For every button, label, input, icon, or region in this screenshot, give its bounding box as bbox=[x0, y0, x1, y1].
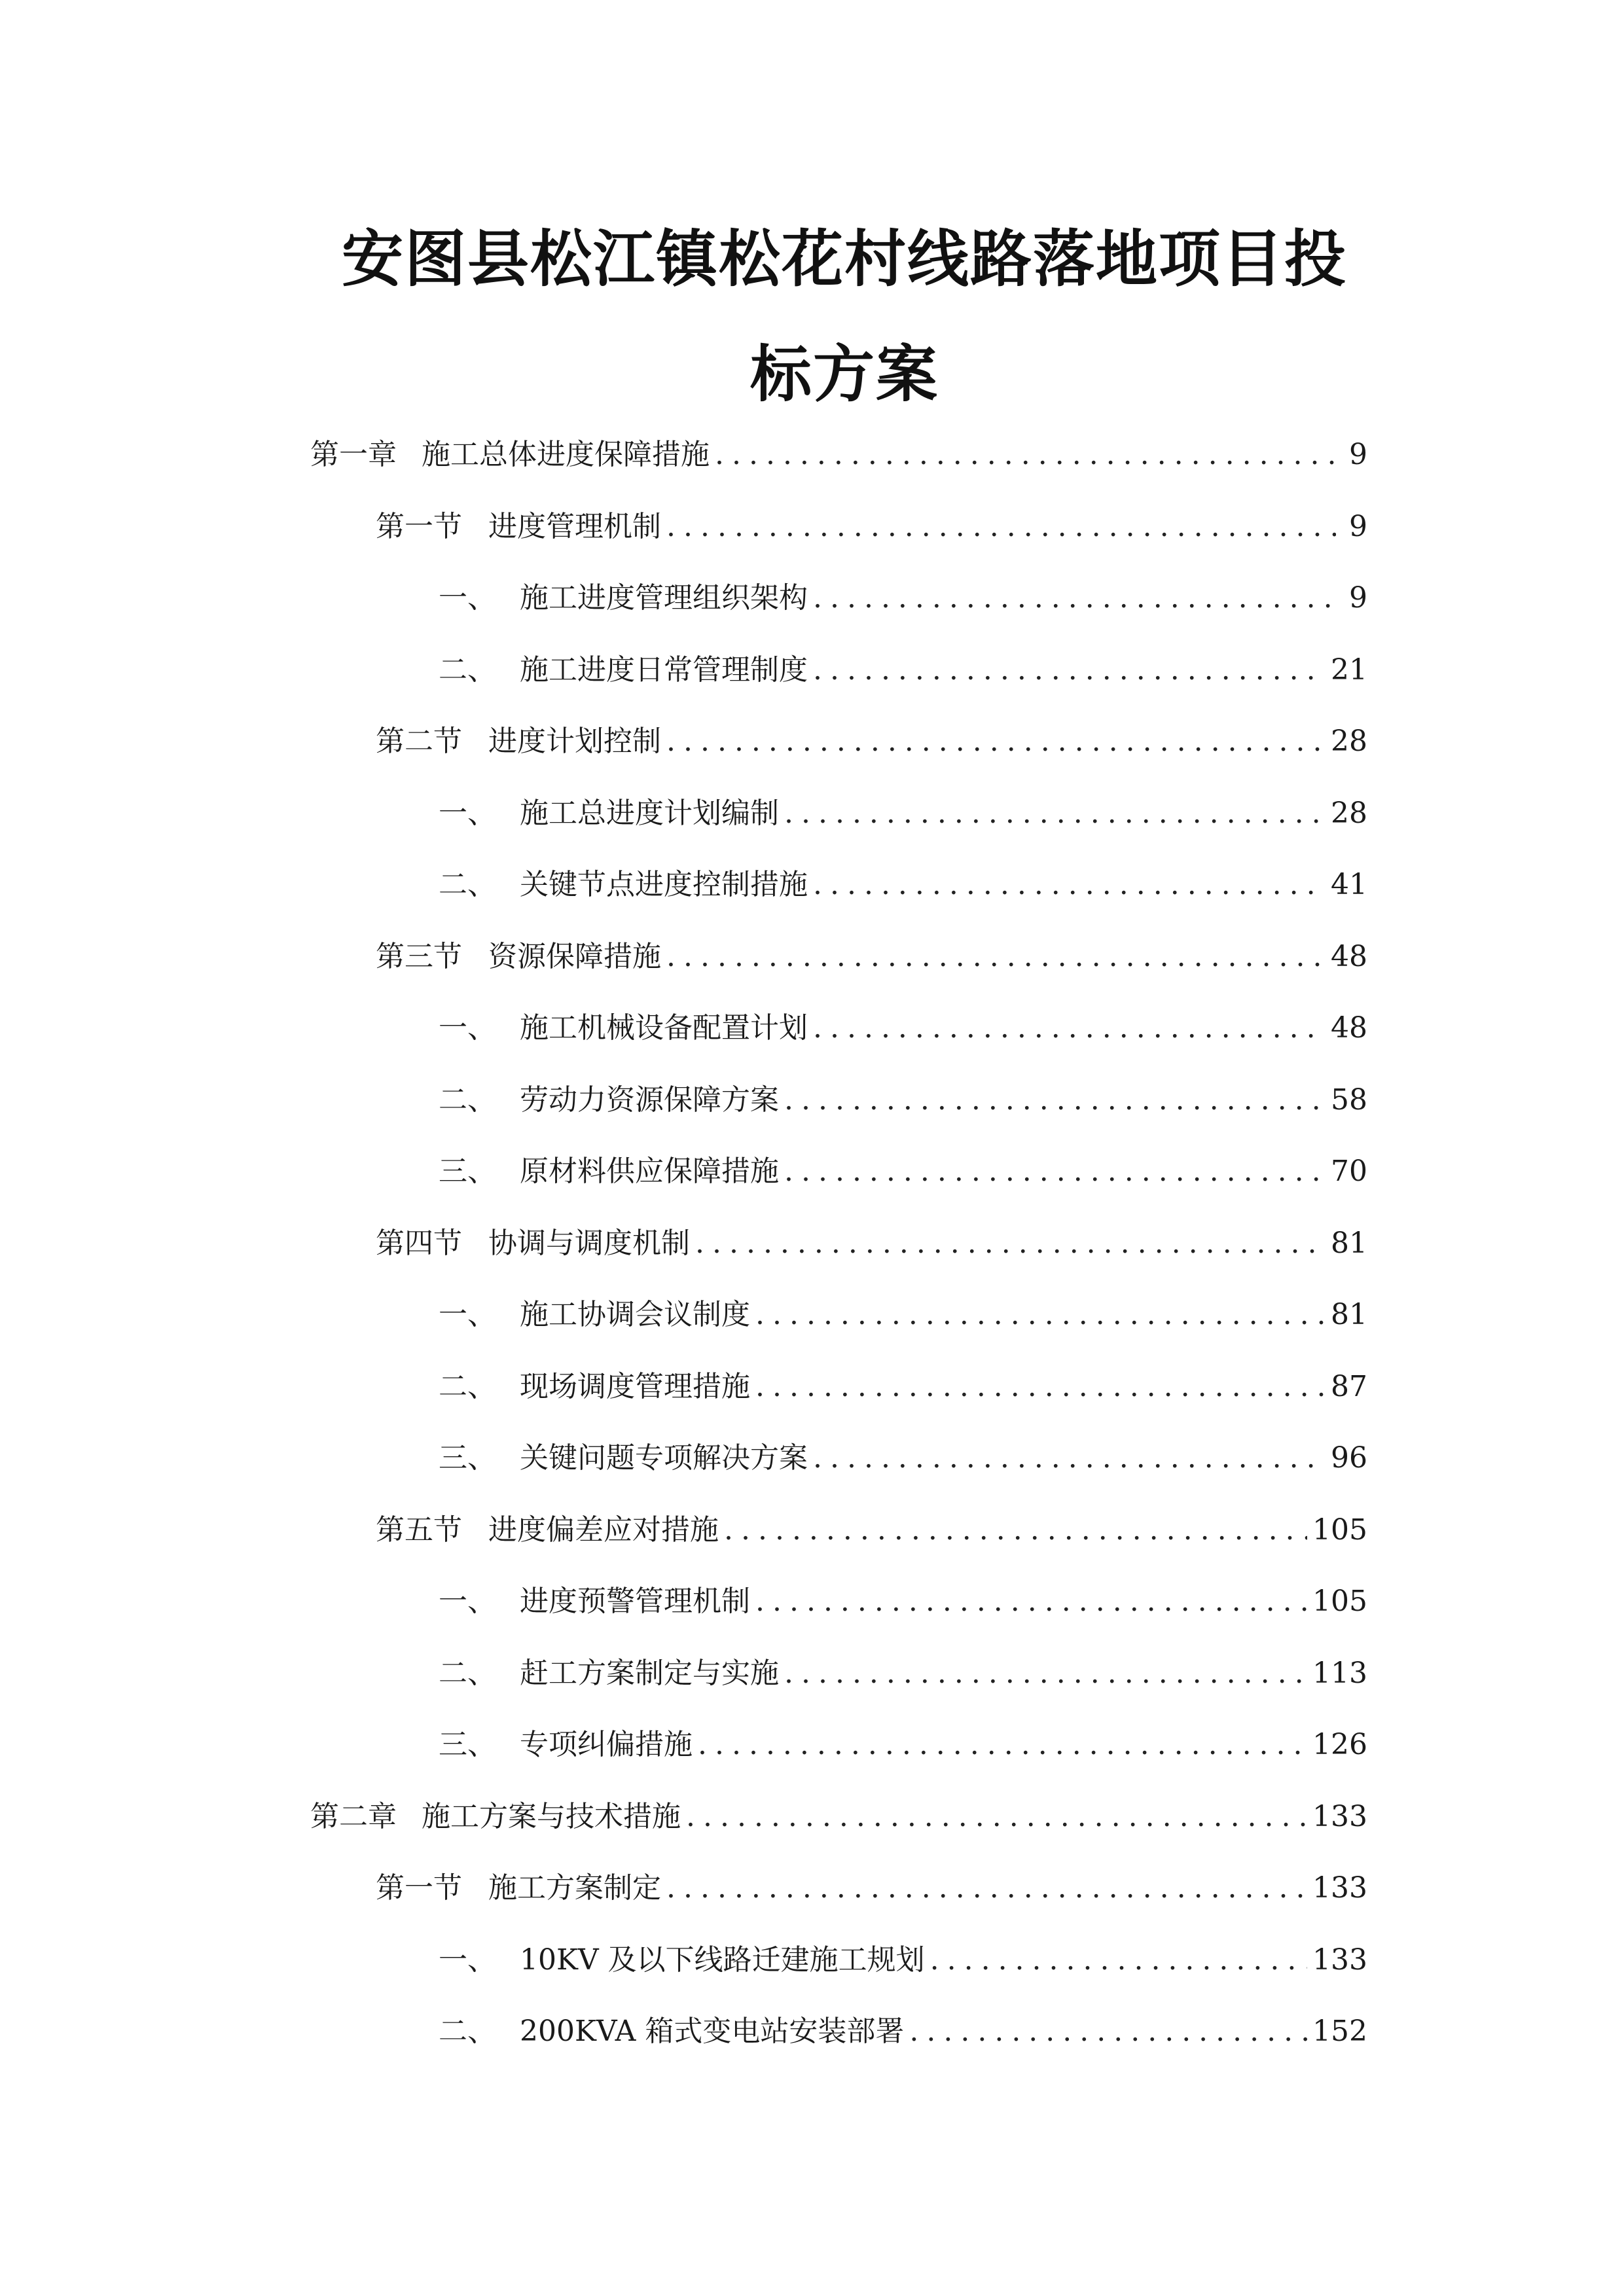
toc-entry[interactable] bbox=[439, 2009, 1367, 2054]
toc-entry[interactable] bbox=[376, 719, 1367, 764]
toc-entry-page: 28 bbox=[1331, 796, 1367, 830]
toc-entry-title: 进度预警管理机制 bbox=[520, 1585, 750, 1618]
toc-entry[interactable] bbox=[376, 1507, 1367, 1553]
toc-dot-leader bbox=[755, 1579, 1307, 1624]
toc-entry-title: 进度计划控制 bbox=[488, 725, 661, 758]
toc-entry-title: 关键问题专项解决方案 bbox=[520, 1441, 808, 1475]
toc-entry-title: 10KV 及以下线路迁建施工规划 bbox=[520, 1943, 925, 1977]
toc-entry-page: 152 bbox=[1312, 2015, 1367, 2048]
toc-entry-number: 三、 bbox=[439, 1441, 496, 1475]
document-title-line1: 安图县松江镇松花村线路落地项目投 bbox=[341, 224, 1347, 295]
toc-entry-page: 81 bbox=[1331, 1226, 1367, 1260]
toc-dot-leader bbox=[813, 1005, 1326, 1051]
toc-entry-page: 48 bbox=[1331, 939, 1367, 973]
toc-entry-page: 28 bbox=[1331, 725, 1367, 758]
toc-entry-page: 48 bbox=[1331, 1011, 1367, 1045]
toc-entry-title: 施工方案制定 bbox=[488, 1871, 661, 1905]
toc-entry-number: 第一节 bbox=[376, 1871, 462, 1905]
toc-entry-title: 赶工方案制定与实施 bbox=[520, 1656, 779, 1690]
toc-dot-leader bbox=[784, 1149, 1326, 1194]
toc-entry-title: 施工总进度计划编制 bbox=[520, 796, 779, 830]
toc-entry-number: 一、 bbox=[439, 1943, 496, 1977]
toc-entry-page: 133 bbox=[1312, 1799, 1367, 1833]
toc-entry[interactable] bbox=[439, 1364, 1367, 1410]
toc-entry-number: 一、 bbox=[439, 796, 496, 830]
toc-entry-title: 施工机械设备配置计划 bbox=[520, 1011, 808, 1045]
toc-entry[interactable] bbox=[376, 504, 1367, 550]
toc-entry-number: 第一节 bbox=[376, 509, 462, 543]
toc-dot-leader bbox=[666, 504, 1336, 550]
toc-dot-leader bbox=[666, 1865, 1307, 1911]
toc-entry[interactable] bbox=[439, 1077, 1367, 1123]
toc-entry-title: 专项纠偏措施 bbox=[520, 1728, 693, 1761]
toc-entry[interactable] bbox=[310, 432, 1367, 478]
toc-entry-number: 第二章 bbox=[310, 1799, 397, 1833]
toc-dot-leader bbox=[755, 1292, 1326, 1338]
toc-entry-page: 105 bbox=[1312, 1585, 1367, 1618]
toc-dot-leader bbox=[784, 1077, 1326, 1123]
toc-dot-leader bbox=[715, 432, 1336, 478]
toc-entry[interactable] bbox=[439, 575, 1367, 621]
toc-entry-number: 二、 bbox=[439, 653, 496, 687]
toc-entry-page: 70 bbox=[1331, 1155, 1367, 1188]
toc-entry[interactable] bbox=[376, 934, 1367, 980]
toc-entry-page: 87 bbox=[1331, 1369, 1367, 1403]
toc-entry[interactable] bbox=[439, 1149, 1367, 1194]
toc-entry-number: 二、 bbox=[439, 1083, 496, 1117]
toc-entry-title: 施工总体进度保障措施 bbox=[422, 438, 710, 471]
toc-entry-page: 113 bbox=[1312, 1656, 1367, 1690]
toc-entry-title: 现场调度管理措施 bbox=[520, 1369, 750, 1403]
toc-dot-leader bbox=[813, 647, 1326, 693]
toc-dot-leader bbox=[666, 934, 1326, 980]
toc-entry-number: 第二节 bbox=[376, 725, 462, 758]
toc-dot-leader bbox=[695, 1221, 1326, 1266]
toc-dot-leader bbox=[909, 2009, 1307, 2054]
toc-entry-title: 施工进度日常管理制度 bbox=[520, 653, 808, 687]
toc-entry-title: 施工进度管理组织架构 bbox=[520, 581, 808, 615]
toc-entry-page: 81 bbox=[1331, 1298, 1367, 1331]
toc-dot-leader bbox=[686, 1794, 1307, 1840]
toc-entry[interactable] bbox=[439, 1722, 1367, 1768]
toc-entry-number: 二、 bbox=[439, 1656, 496, 1690]
toc-entry[interactable] bbox=[439, 862, 1367, 908]
toc-dot-leader bbox=[784, 1651, 1307, 1696]
toc-entry-number: 第三节 bbox=[376, 939, 462, 973]
toc-entry-title: 施工方案与技术措施 bbox=[422, 1799, 681, 1833]
document-title-line2: 标方案 bbox=[749, 339, 939, 410]
toc-entry[interactable] bbox=[439, 1005, 1367, 1051]
toc-entry-title: 200KVA 箱式变电站安装部署 bbox=[520, 2015, 905, 2048]
toc-entry-title: 协调与调度机制 bbox=[488, 1226, 690, 1260]
toc-entry-number: 一、 bbox=[439, 581, 496, 615]
toc-entry-title: 原材料供应保障措施 bbox=[520, 1155, 779, 1188]
toc-entry-page: 9 bbox=[1349, 509, 1367, 543]
toc-dot-leader bbox=[784, 791, 1326, 836]
toc-entry[interactable] bbox=[439, 1651, 1367, 1696]
toc-entry-page: 21 bbox=[1331, 653, 1367, 687]
toc-entry[interactable] bbox=[439, 1579, 1367, 1624]
toc-entry-page: 58 bbox=[1331, 1083, 1367, 1117]
toc-entry-page: 105 bbox=[1312, 1513, 1367, 1547]
toc-entry-number: 第一章 bbox=[310, 438, 397, 471]
toc-entry-number: 二、 bbox=[439, 1369, 496, 1403]
toc-entry[interactable] bbox=[439, 1292, 1367, 1338]
toc-entry-number: 第四节 bbox=[376, 1226, 462, 1260]
toc-entry-title: 资源保障措施 bbox=[488, 939, 661, 973]
toc-entry[interactable] bbox=[439, 791, 1367, 836]
toc-entry-title: 进度偏差应对措施 bbox=[488, 1513, 719, 1547]
toc-entry-number: 三、 bbox=[439, 1728, 496, 1761]
toc-dot-leader bbox=[813, 862, 1326, 908]
toc-entry[interactable] bbox=[439, 1937, 1367, 1983]
toc-entry[interactable] bbox=[310, 1794, 1367, 1840]
toc-entry[interactable] bbox=[439, 647, 1367, 693]
toc-entry-number: 第五节 bbox=[376, 1513, 462, 1547]
toc-entry-page: 96 bbox=[1331, 1441, 1367, 1475]
toc-entry[interactable] bbox=[376, 1865, 1367, 1911]
toc-entry-page: 41 bbox=[1331, 868, 1367, 901]
toc-entry-title: 施工协调会议制度 bbox=[520, 1298, 750, 1331]
toc-dot-leader bbox=[755, 1364, 1326, 1410]
toc-entry-title: 关键节点进度控制措施 bbox=[520, 868, 808, 901]
toc-entry-number: 一、 bbox=[439, 1298, 496, 1331]
toc-dot-leader bbox=[930, 1937, 1307, 1983]
toc-entry-page: 133 bbox=[1312, 1943, 1367, 1977]
toc-entry-title: 进度管理机制 bbox=[488, 509, 661, 543]
toc-dot-leader bbox=[813, 575, 1336, 621]
toc-entry[interactable] bbox=[376, 1221, 1367, 1266]
toc-entry-page: 9 bbox=[1349, 581, 1367, 615]
toc-dot-leader bbox=[724, 1507, 1307, 1553]
toc-entry-title: 劳动力资源保障方案 bbox=[520, 1083, 779, 1117]
toc-dot-leader bbox=[813, 1435, 1326, 1481]
toc-entry-page: 9 bbox=[1349, 438, 1367, 471]
toc-entry-number: 一、 bbox=[439, 1585, 496, 1618]
toc-entry-page: 133 bbox=[1312, 1871, 1367, 1905]
toc-dot-leader bbox=[698, 1722, 1307, 1768]
toc-entry-number: 二、 bbox=[439, 868, 496, 901]
toc-entry-number: 三、 bbox=[439, 1155, 496, 1188]
toc-entry-page: 126 bbox=[1312, 1728, 1367, 1761]
toc-entry-number: 二、 bbox=[439, 2015, 496, 2048]
toc-entry-number: 一、 bbox=[439, 1011, 496, 1045]
toc-entry[interactable] bbox=[439, 1435, 1367, 1481]
toc-dot-leader bbox=[666, 719, 1326, 764]
